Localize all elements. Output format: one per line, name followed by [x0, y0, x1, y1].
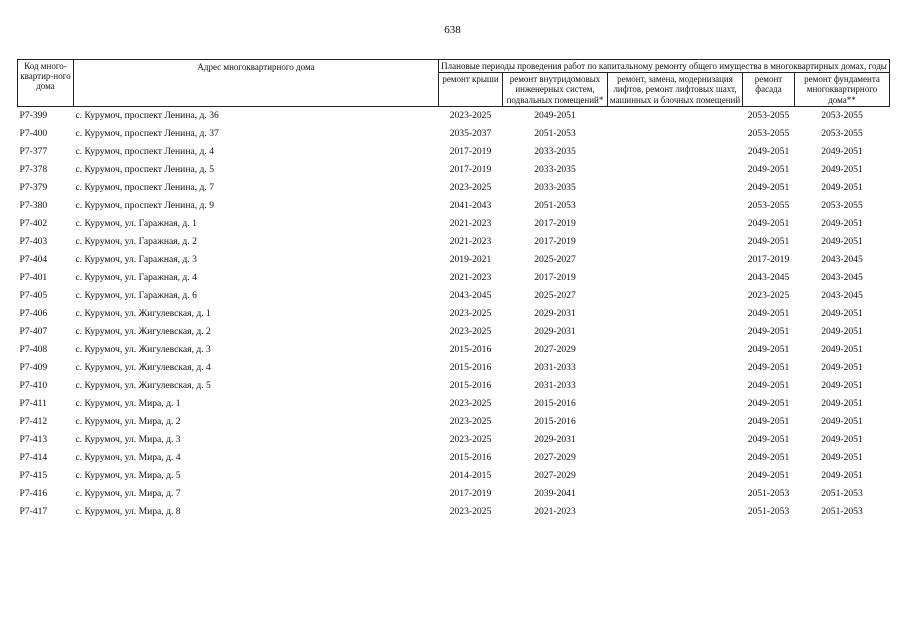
cell-elevators [608, 197, 743, 215]
cell-facade: 2053-2055 [747, 128, 790, 140]
cell-elevators [608, 179, 743, 197]
cell-elevators [608, 233, 743, 251]
cell-facade: 2051-2053 [747, 506, 790, 518]
cell-systems: 2025-2027 [534, 290, 576, 302]
cell-facade: 2049-2051 [747, 308, 790, 320]
cell-elevators [608, 413, 743, 431]
cell-foundation: 2051-2053 [821, 488, 863, 500]
cell-foundation: 2053-2055 [821, 128, 863, 140]
table-row [18, 431, 890, 449]
cell-code: Р7-402 [19, 218, 48, 230]
cell-address: с. Курумоч, проспект Ленина, д. 7 [75, 182, 214, 194]
capital-repair-schedule-table [17, 59, 890, 521]
cell-systems: 2033-2035 [534, 146, 576, 158]
cell-code: Р7-379 [19, 182, 48, 194]
cell-address: с. Курумоч, ул. Гаражная, д. 2 [75, 236, 197, 248]
cell-code: Р7-401 [19, 272, 48, 284]
cell-foundation: 2049-2051 [821, 182, 863, 194]
cell-foundation: 2049-2051 [821, 326, 863, 338]
cell-roof: 2017-2019 [449, 146, 492, 158]
table-row [18, 395, 890, 413]
cell-systems: 2051-2053 [534, 128, 576, 140]
cell-facade: 2049-2051 [747, 434, 790, 446]
cell-facade: 2043-2045 [747, 272, 790, 284]
table-row [18, 305, 890, 323]
table-row [18, 287, 890, 305]
cell-roof: 2023-2025 [449, 434, 492, 446]
cell-facade: 2049-2051 [747, 416, 790, 428]
cell-code: Р7-406 [19, 308, 48, 320]
table-row [18, 449, 890, 467]
cell-address: с. Курумоч, ул. Гаражная, д. 4 [75, 272, 197, 284]
cell-elevators [608, 395, 743, 413]
cell-facade: 2049-2051 [747, 236, 790, 248]
header-elevators: ремонт, замена, модернизация лифтов, ремонт лифтовых шахт, машинных и блочных помещений [608, 73, 743, 107]
cell-roof: 2035-2037 [449, 128, 492, 140]
cell-facade: 2049-2051 [747, 182, 790, 194]
cell-elevators [608, 467, 743, 485]
cell-facade: 2051-2053 [747, 488, 790, 500]
cell-code: Р7-407 [19, 326, 48, 338]
cell-code: Р7-415 [19, 470, 48, 482]
cell-roof: 2014-2015 [449, 470, 492, 482]
header-systems: ремонт внутридомовых инженерных систем, подвальных помещений* [503, 73, 608, 107]
cell-roof: 2015-2016 [449, 380, 492, 392]
cell-roof: 2023-2025 [449, 110, 492, 122]
cell-systems: 2031-2033 [534, 380, 576, 392]
cell-systems: 2017-2019 [534, 272, 576, 284]
cell-foundation: 2049-2051 [821, 218, 863, 230]
cell-address: с. Курумоч, ул. Жигулевская, д. 5 [75, 380, 211, 392]
cell-systems: 2029-2031 [534, 308, 576, 320]
cell-roof: 2023-2025 [449, 398, 492, 410]
cell-systems: 2017-2019 [534, 236, 576, 248]
cell-elevators [608, 359, 743, 377]
cell-roof: 2015-2016 [449, 452, 492, 464]
cell-address: с. Курумоч, ул. Мира, д. 8 [75, 506, 181, 518]
cell-systems: 2027-2029 [534, 344, 576, 356]
header-code: Код много-квартир-ного дома [18, 60, 74, 107]
cell-systems: 2033-2035 [534, 182, 576, 194]
cell-facade: 2049-2051 [747, 326, 790, 338]
header-roof: ремонт крыши [439, 73, 503, 107]
cell-code: Р7-414 [19, 452, 48, 464]
table-row [18, 467, 890, 485]
cell-roof: 2021-2023 [449, 218, 492, 230]
cell-elevators [608, 377, 743, 395]
cell-address: с. Курумоч, проспект Ленина, д. 36 [75, 110, 219, 122]
cell-address: с. Курумоч, ул. Жигулевская, д. 1 [75, 308, 211, 320]
cell-elevators [608, 449, 743, 467]
cell-elevators [608, 341, 743, 359]
cell-elevators [608, 106, 743, 125]
table-body [18, 106, 890, 521]
cell-elevators [608, 485, 743, 503]
cell-address: с. Курумоч, ул. Мира, д. 2 [75, 416, 181, 428]
cell-systems: 2049-2051 [534, 110, 576, 122]
cell-roof: 2023-2025 [449, 308, 492, 320]
cell-elevators [608, 215, 743, 233]
table-row [18, 377, 890, 395]
cell-address: с. Курумоч, ул. Жигулевская, д. 3 [75, 344, 211, 356]
cell-address: с. Курумоч, ул. Гаражная, д. 3 [75, 254, 197, 266]
cell-facade: 2049-2051 [747, 398, 790, 410]
cell-roof: 2015-2016 [449, 344, 492, 356]
cell-facade: 2049-2051 [747, 344, 790, 356]
cell-roof: 2023-2025 [449, 326, 492, 338]
cell-code: Р7-405 [19, 290, 48, 302]
cell-address: с. Курумоч, ул. Мира, д. 3 [75, 434, 181, 446]
table-row [18, 251, 890, 269]
cell-foundation: 2049-2051 [821, 398, 863, 410]
cell-code: Р7-404 [19, 254, 48, 266]
cell-code: Р7-416 [19, 488, 48, 500]
cell-systems: 2015-2016 [534, 398, 576, 410]
cell-code: Р7-411 [19, 398, 47, 410]
cell-facade: 2023-2025 [747, 290, 790, 302]
table-row [18, 341, 890, 359]
cell-facade: 2049-2051 [747, 470, 790, 482]
table-row [18, 106, 890, 125]
cell-elevators [608, 269, 743, 287]
cell-foundation: 2043-2045 [821, 290, 863, 302]
header-address: Адрес многоквартирного дома [74, 60, 439, 107]
cell-address: с. Курумоч, проспект Ленина, д. 9 [75, 200, 214, 212]
table-row [18, 323, 890, 341]
cell-foundation: 2049-2051 [821, 470, 863, 482]
cell-systems: 2029-2031 [534, 434, 576, 446]
cell-roof: 2015-2016 [449, 362, 492, 374]
table-row [18, 485, 890, 503]
cell-code: Р7-410 [19, 380, 48, 392]
cell-elevators [608, 305, 743, 323]
cell-roof: 2041-2043 [449, 200, 492, 212]
cell-foundation: 2049-2051 [821, 434, 863, 446]
page-number: 638 [444, 24, 461, 36]
cell-facade: 2049-2051 [747, 164, 790, 176]
cell-foundation: 2043-2045 [821, 272, 863, 284]
cell-systems: 2031-2033 [534, 362, 576, 374]
cell-roof: 2019-2021 [449, 254, 492, 266]
cell-code: Р7-412 [19, 416, 48, 428]
cell-foundation: 2049-2051 [821, 164, 863, 176]
cell-facade: 2049-2051 [747, 452, 790, 464]
cell-address: с. Курумоч, ул. Жигулевская, д. 4 [75, 362, 211, 374]
cell-code: Р7-399 [19, 110, 48, 122]
cell-systems: 2015-2016 [534, 416, 576, 428]
cell-elevators [608, 161, 743, 179]
cell-code: Р7-417 [19, 506, 48, 518]
cell-foundation: 2043-2045 [821, 254, 863, 266]
cell-facade: 2049-2051 [747, 380, 790, 392]
table-row [18, 413, 890, 431]
cell-systems: 2027-2029 [534, 452, 576, 464]
header-facade: ремонт фасада [743, 73, 795, 107]
cell-roof: 2023-2025 [449, 416, 492, 428]
cell-facade: 2049-2051 [747, 362, 790, 374]
cell-address: с. Курумоч, ул. Мира, д. 1 [75, 398, 181, 410]
table-header [18, 60, 890, 107]
cell-systems: 2021-2023 [534, 506, 576, 518]
table-row [18, 179, 890, 197]
cell-foundation: 2049-2051 [821, 380, 863, 392]
cell-roof: 2023-2025 [449, 182, 492, 194]
cell-address: с. Курумоч, проспект Ленина, д. 5 [75, 164, 214, 176]
cell-systems: 2027-2029 [534, 470, 576, 482]
cell-roof: 2021-2023 [449, 236, 492, 248]
cell-elevators [608, 503, 743, 521]
cell-foundation: 2049-2051 [821, 236, 863, 248]
cell-roof: 2021-2023 [449, 272, 492, 284]
cell-roof: 2043-2045 [449, 290, 492, 302]
table-row [18, 215, 890, 233]
cell-elevators [608, 323, 743, 341]
cell-code: Р7-409 [19, 362, 48, 374]
cell-facade: 2049-2051 [747, 218, 790, 230]
cell-foundation: 2049-2051 [821, 362, 863, 374]
header-periods: Плановые периоды проведения работ по капитальному ремонту общего имущества в многоквартирных домах, годы [439, 60, 890, 73]
cell-code: Р7-413 [19, 434, 48, 446]
cell-systems: 2033-2035 [534, 164, 576, 176]
cell-code: Р7-378 [19, 164, 48, 176]
cell-code: Р7-377 [19, 146, 48, 158]
cell-foundation: 2051-2053 [821, 506, 863, 518]
cell-systems: 2039-2041 [534, 488, 576, 500]
cell-systems: 2051-2053 [534, 200, 576, 212]
cell-foundation: 2053-2055 [821, 110, 863, 122]
cell-systems: 2025-2027 [534, 254, 576, 266]
cell-address: с. Курумоч, проспект Ленина, д. 4 [75, 146, 214, 158]
cell-address: с. Курумоч, ул. Мира, д. 4 [75, 452, 181, 464]
cell-foundation: 2049-2051 [821, 146, 863, 158]
cell-code: Р7-408 [19, 344, 48, 356]
cell-address: с. Курумоч, ул. Мира, д. 7 [75, 488, 181, 500]
cell-facade: 2053-2055 [747, 200, 790, 212]
table-row [18, 233, 890, 251]
cell-elevators [608, 431, 743, 449]
cell-foundation: 2049-2051 [821, 308, 863, 320]
cell-address: с. Курумоч, ул. Гаражная, д. 1 [75, 218, 197, 230]
cell-roof: 2023-2025 [449, 506, 492, 518]
cell-elevators [608, 143, 743, 161]
table-row [18, 503, 890, 521]
cell-systems: 2029-2031 [534, 326, 576, 338]
cell-address: с. Курумоч, ул. Гаражная, д. 6 [75, 290, 197, 302]
cell-foundation: 2049-2051 [821, 344, 863, 356]
table-row [18, 359, 890, 377]
table-row [18, 197, 890, 215]
cell-facade: 2053-2055 [747, 110, 790, 122]
cell-foundation: 2049-2051 [821, 416, 863, 428]
table-row [18, 125, 890, 143]
cell-systems: 2017-2019 [534, 218, 576, 230]
cell-code: Р7-400 [19, 128, 48, 140]
cell-address: с. Курумоч, проспект Ленина, д. 37 [75, 128, 219, 140]
cell-foundation: 2049-2051 [821, 452, 863, 464]
cell-facade: 2049-2051 [747, 146, 790, 158]
cell-facade: 2017-2019 [747, 254, 790, 266]
cell-code: Р7-380 [19, 200, 48, 212]
cell-address: с. Курумоч, ул. Жигулевская, д. 2 [75, 326, 211, 338]
header-foundation: ремонт фундамента многоквартирного дома** [795, 73, 890, 107]
cell-elevators [608, 251, 743, 269]
cell-code: Р7-403 [19, 236, 48, 248]
cell-foundation: 2053-2055 [821, 200, 863, 212]
cell-elevators [608, 287, 743, 305]
cell-roof: 2017-2019 [449, 488, 492, 500]
table-row [18, 143, 890, 161]
cell-roof: 2017-2019 [449, 164, 492, 176]
table-row [18, 161, 890, 179]
table-row [18, 269, 890, 287]
cell-elevators [608, 125, 743, 143]
cell-address: с. Курумоч, ул. Мира, д. 5 [75, 470, 181, 482]
